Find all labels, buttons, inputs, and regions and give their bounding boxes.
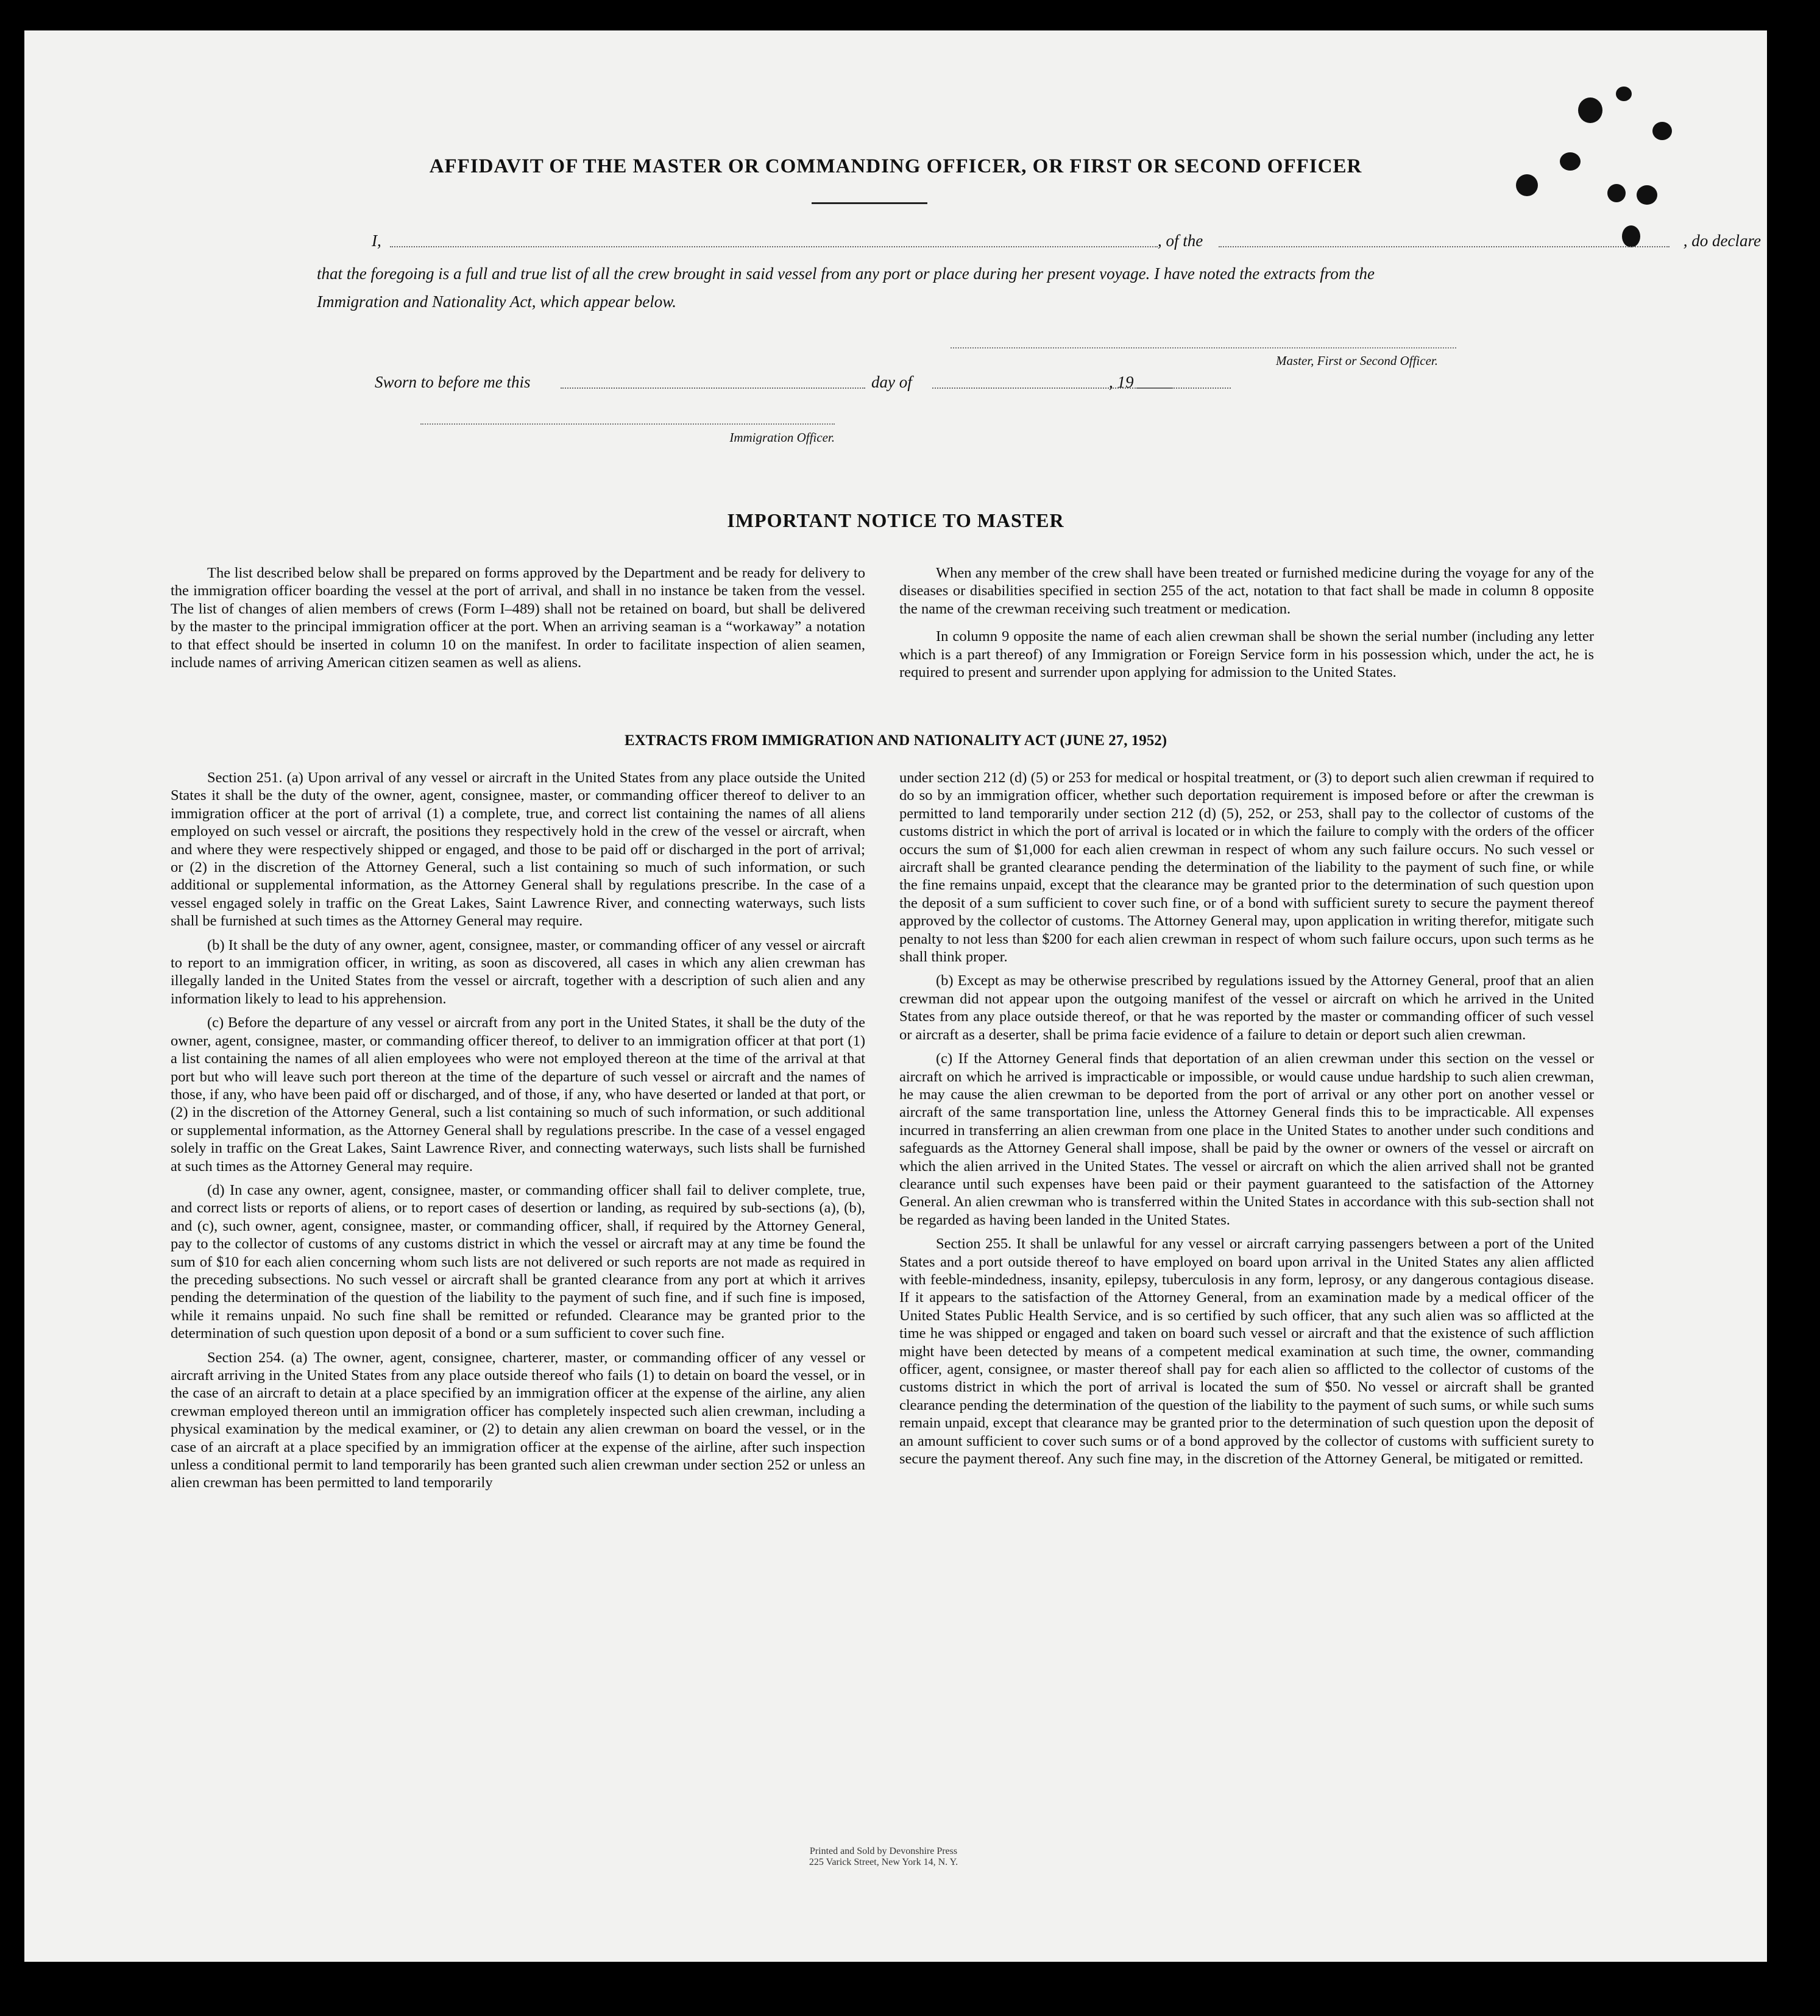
declare-label: , do declare	[1683, 232, 1761, 250]
affidavit-title: AFFIDAVIT OF THE MASTER OR COMMANDING OFFICER, OR FIRST OR SECOND OFFICER	[429, 155, 1362, 177]
affidavit-statement: that the foregoing is a full and true list of all the crew brought in said vessel from any port or place during her present voyage. I have noted the extracts from the Immigration and Nationality Act, which appear below.	[317, 264, 1375, 311]
printer-imprint	[634, 1846, 1133, 1868]
sworn-day-field[interactable]	[561, 387, 865, 389]
master-signature-label: Master, First or Second Officer.	[1276, 353, 1438, 368]
extracts-left-column	[171, 769, 865, 1492]
section-251-a: Section 251. (a) Upon arrival of any vessel or aircraft in the United States from any place outside the United States it shall be the duty of the owner, agent, consignee, master, or commanding officer thereof to deliver to an immigration officer at the port of arrival (1) a complete, true, and correct list containing the names of all aliens employed on such vessel or aircraft, the positions they respectively hold in the crew of the vessel or aircraft, when and where they were respectively shipped or engaged, and those to be paid off or discharged in the port of arrival; or (2) in the discretion of the Attorney General, such a list containing so much of such information, or such additional or supplemental information, as the Attorney General shall by regulations prescribe. In the case of a vessel engaged solely in traffic on the Great Lakes, Saint Lawrence River, and connecting waterways, such lists shall be furnished at such times as the Attorney General may require.	[171, 769, 865, 930]
sworn-line	[347, 373, 1200, 397]
section-255: Section 255. It shall be unlawful for any vessel or aircraft carrying passengers between a port of the United States and a port outside thereof to have employed on board upon arrival in the United States any alien afflicted with feeble-mindedness, insanity, epilepsy, tuberculosis in any form, leprosy, or any dangerous contagious disease. If it appears to the satisfaction of the Attorney General, from an examination made by a medical officer of the United States Public Health Service, and is so certified by such officer, that any such alien was so afflicted at the time he was shipped or engaged and taken on board such vessel or aircraft and that the existence of such affliction might have been detected by means of a competent medical examination at such time, the owner, commanding officer, agent, consignee, or master thereof shall pay for each alien so afflicted to the collector of customs of the customs district in which the port of arrival is located the sum of $50. No vessel or aircraft shall be granted clearance pending the determination of the question of the liability to the payment of such sums, or while such sums remain unpaid, except that clearance may be granted prior to the determination of such question upon the deposit of an amount sufficient to cover such sums or of a bond approved by the collector of customs with sufficient surety to secure the payment thereof. Any such fine may, in the discretion of the Attorney General, be mitigated or remitted.	[899, 1236, 1594, 1468]
ink-blot	[1637, 185, 1657, 205]
title-rule	[812, 202, 927, 204]
day-of-label: day of	[871, 373, 912, 391]
notice-left-column	[171, 564, 865, 671]
of-the-label: , of the	[1158, 232, 1203, 250]
sworn-year-field[interactable]	[1136, 387, 1173, 389]
notice-title: IMPORTANT NOTICE TO MASTER	[727, 509, 1064, 531]
declarant-name-field[interactable]	[390, 246, 1158, 247]
ink-blot	[1607, 184, 1626, 202]
extracts-title: EXTRACTS FROM IMMIGRATION AND NATIONALITY ACT (JUNE 27, 1952)	[624, 732, 1167, 749]
notice-paragraph: In column 9 opposite the name of each alien crewman shall be shown the serial number (including any letter which is a part thereof) of any Immigration or Foreign Service form in his possession which, under the act, he is required to present and surrender upon applying for admission to the United States.	[899, 628, 1594, 681]
ink-blot	[1652, 122, 1672, 140]
section-254-a-continued: under section 212 (d) (5) or 253 for medical or hospital treatment, or (3) to deport such alien crewman if required to do so by an immigration officer, whether such deportation requirement is imposed before or after the crewman is permitted to land temporarily under section 212 (d) (5), 252, or 253, shall pay to the collector of customs of the customs district in which the port of arrival is located or in which the failure to comply with the orders of the officer occurs the sum of $1,000 for each alien crewman in respect of whom any such failure occurs. No such vessel or aircraft shall be granted clearance pending the determination of the liability to the payment of such fine, or while the fine remains unpaid, except that the clearance may be granted prior to the determination of such question upon the deposit of a sum sufficient to cover such fine, or of a bond with sufficient surety to secure the payment thereof approved by the collector of customs. The Attorney General may, upon application in writing therefor, mitigate such penalty to not less than $200 for each alien crewman in respect of whom such failure occurs, upon such terms as he shall think proper.	[899, 769, 1594, 966]
printer-line-2: 225 Varick Street, New York 14, N. Y.	[809, 1857, 958, 1867]
section-254-a: Section 254. (a) The owner, agent, consignee, charterer, master, or commanding officer of any vessel or aircraft arriving in the United States from any place outside thereof who fails (1) to detain on board the vessel, or in the case of an aircraft to detain at a place specified by an immigration officer at the expense of the airline, any alien crewman employed thereon until an immigration officer has completely inspected such alien crewman, including a physical examination by the medical examiner, or (2) to detain any alien crewman on board the vessel, or in the case of an aircraft at a place specified by an immigration officer at the expense of the airline, after such inspection unless a conditional permit to land temporarily has been granted such alien crewman under section 252 or unless an alien crewman has been permitted to land temporarily	[171, 1349, 865, 1491]
printer-line-1: Printed and Sold by Devonshire Press	[809, 1846, 958, 1856]
declarant-prefix: I,	[372, 232, 381, 250]
sworn-month-field[interactable]	[932, 387, 1231, 389]
ink-blot	[1616, 87, 1632, 101]
immigration-officer-signature-field[interactable]	[420, 423, 835, 425]
section-251-b: (b) It shall be the duty of any owner, agent, consignee, master, or commanding officer of any vessel or aircraft to report to an immigration officer, in writing, as soon as discovered, all cases in which any alien crewman has illegally landed in the United States from the vessel or aircraft, together with a description of such alien and any information likely to lead to his apprehension.	[171, 936, 865, 1007]
section-251-c: (c) Before the departure of any vessel or aircraft from any port in the United States, it shall be the duty of the owner, agent, consignee, master, or commanding officer thereof, to deliver to an immigration officer at that port (1) a list containing the names of all alien employees who were not employed thereon at the time of the arrival at that port but who will leave such port thereon at the time of the departure of such vessel or aircraft and the names of those, if any, who have been paid off or discharged, and of those, if any, who have deserted or landed at that port, or (2) in the discretion of the Attorney General, such a list containing so much of such information, or such additional or supplemental information, as the Attorney General shall by regulations prescribe. In the case of a vessel engaged solely in traffic on the Great Lakes, Saint Lawrence River, and connecting waterways, such lists shall be furnished at such times as the Attorney General may require.	[171, 1014, 865, 1175]
sworn-label: Sworn to before me this	[375, 373, 531, 391]
year-label: , 19	[1109, 373, 1134, 391]
notice-paragraph: When any member of the crew shall have been treated or furnished medicine during the voyage for any of the diseases or disabilities specified in section 255 of the act, notation to that fact shall be made in column 8 opposite the name of the crewman receiving such treatment or medication.	[899, 565, 1594, 617]
document-page	[24, 30, 1767, 1962]
section-254-c: (c) If the Attorney General finds that deportation of an alien crewman under this section on the vessel or aircraft on which he arrived is impracticable or impossible, or would cause undue hardship to such alien crewman, he may cause the alien crewman to be deported from the port of arrival or any other port on another vessel or aircraft of the same transportation line, unless the Attorney General finds this to be impracticable. All expenses incurred in transferring an alien crewman from one place in the United States to another under such conditions and safeguards as the Attorney General shall impose, shall be paid by the owner or owners of the vessel or aircraft on which the alien arrived in the United States. The vessel or aircraft on which the alien arrived shall not be granted clearance until such expenses have been paid or their payment guaranteed to the satisfaction of the Attorney General. An alien crewman who is transferred within the United States in accordance with this sub-section shall not be regarded as having been landed in the United States.	[899, 1050, 1594, 1228]
extracts-right-column	[899, 769, 1594, 1468]
section-254-b: (b) Except as may be otherwise prescribed by regulations issued by the Attorney General, proof that an alien crewman did not appear upon the outgoing manifest of the vessel or aircraft on which he arrived in the United States from any place outside thereof, or that he was reported by the master or commanding officer of such vessel or aircraft as a deserter, shall be prima facie evidence of a failure to detain or deport such alien crewman.	[899, 972, 1594, 1043]
notice-right-column	[899, 564, 1594, 681]
notice-paragraph: The list described below shall be prepared on forms approved by the Department and be ready for delivery to the immigration officer boarding the vessel at the port of arrival, and shall in no instance be taken from the vessel. The list of changes of alien members of crews (Form I–489) shall not be retained on board, but shall be delivered by the master to the principal immigration officer at the port. When an arriving seaman is a “workaway” a notation to that effect should be inserted in column 10 on the manifest. In order to facilitate inspection of alien seamen, include names of arriving American citizen seamen as well as aliens.	[171, 565, 865, 671]
ink-blot	[1578, 97, 1602, 123]
master-signature-field[interactable]	[951, 347, 1456, 348]
section-251-d: (d) In case any owner, agent, consignee, master, or commanding officer shall fail to deliver complete, true, and correct lists or reports of aliens, or to report cases of desertion or landing, as required by sub-sections (a), (b), and (c), such owner, agent, consignee, master, or commanding officer, shall, if required by the Attorney General, pay to the collector of customs of any customs district in which the vessel or aircraft may at any time be found the sum of $10 for each alien concerning whom such lists are not delivered or such reports are not made as required in the preceding subsections. No such vessel or aircraft shall be granted clearance from any port at which it arrives pending the determination of the question of the liability to the payment of such fine, and if such fine is imposed, while it remains unpaid. No such fine shall be remitted or refunded. Clearance may be granted prior to the determination of such question upon deposit of a bond or a sum sufficient to cover such fine.	[171, 1181, 865, 1342]
declaration-line	[341, 232, 1761, 256]
immigration-officer-label: Immigration Officer.	[729, 430, 835, 445]
